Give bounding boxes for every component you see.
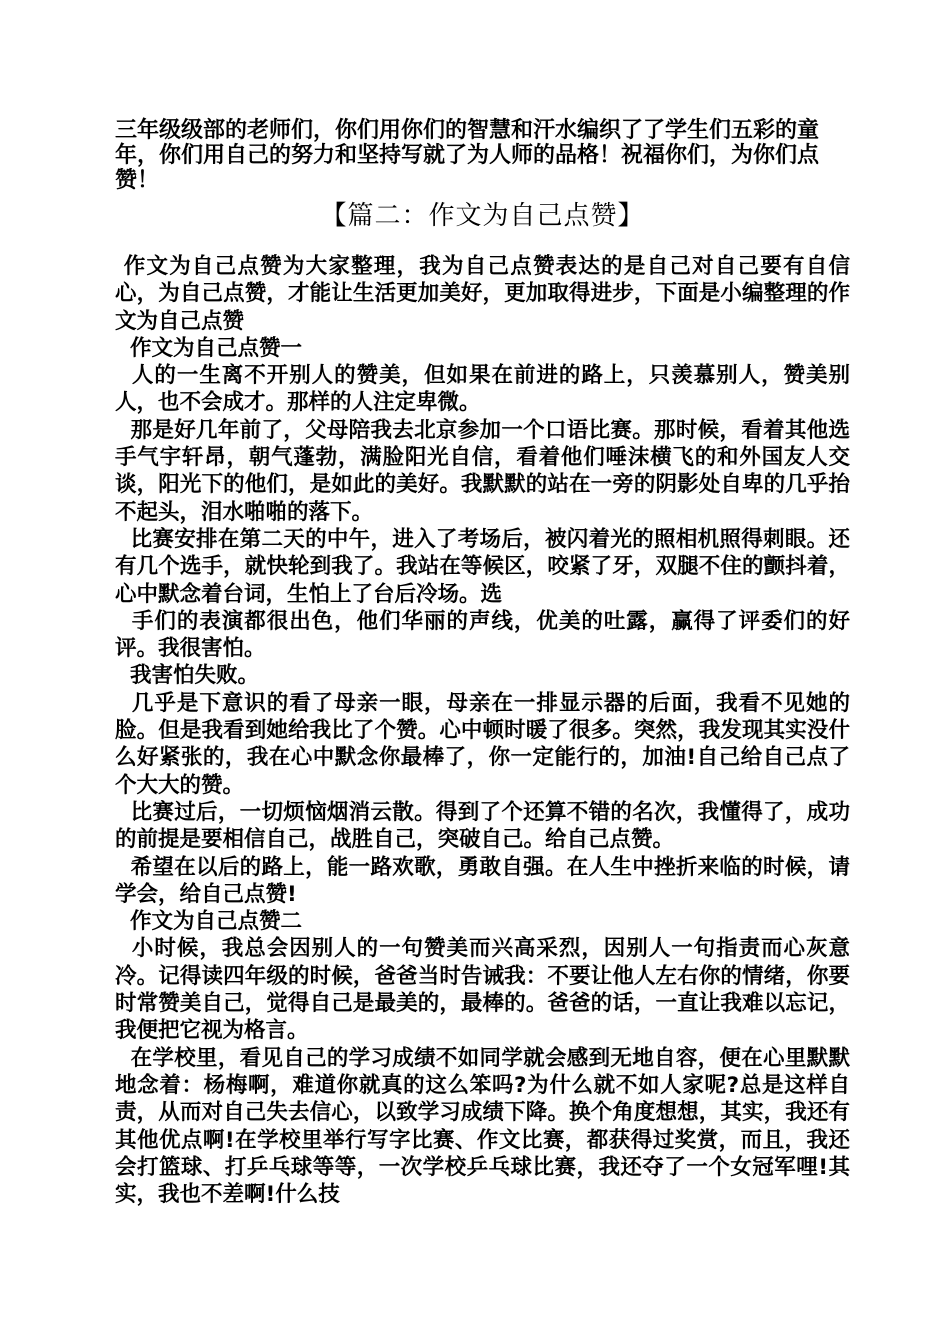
subheading: 作文为自己点赞二 xyxy=(115,909,302,935)
document-page xyxy=(115,118,850,1208)
body-text xyxy=(115,253,850,1208)
paragraph: 人的一生离不开别人的赞美，但如果在前进的路上，只羡慕别人，赞美别人，也不会成才。那样的人注定卑微。 xyxy=(115,363,850,416)
paragraph: 比赛安排在第二天的中午，进入了考场后，被闪着光的照相机照得刺眼。还有几个选手，就快轮到我了。我站在等候区，咬紧了牙，双腿不住的颤抖着，心中默念着台词，生怕上了台后冷场。选 xyxy=(115,526,850,607)
paragraph: 那是好几年前了，父母陪我去北京参加一个口语比赛。那时候，看着其他选手气宇轩昂，朝气蓬勃，满脸阳光自信，看着他们唾沫横飞的和外国友人交谈，阳光下的他们，是如此的美好。我默默的站在一旁的阴影处自卑的几乎抬不起头，泪水啪啪的落下。 xyxy=(115,417,850,525)
paragraph: 我害怕失败。 xyxy=(115,663,259,689)
paragraph: 比赛过后，一切烦恼烟消云散。得到了个还算不错的名次，我懂得了，成功的前提是要相信自己，战胜自己，突破自己。给自己点赞。 xyxy=(115,799,850,853)
paragraph: 作文为自己点赞为大家整理，我为自己点赞表达的是自己对自己要有自信心，为自己点赞，才能让生活更加美好，更加取得进步，下面是小编整理的作文为自己点赞 xyxy=(115,254,850,334)
section-title: 【篇二：作文为自己点赞】 xyxy=(320,201,645,231)
paragraph: 手们的表演都很出色，他们华丽的声线，优美的吐露，赢得了评委们的好评。我很害怕。 xyxy=(115,608,850,662)
intro-paragraph: 三年级级部的老师们，你们用你们的智慧和汗水编织了了学生们五彩的童年，你们用自己的努力和坚持写就了为人师的品格！祝福你们，为你们点赞！ xyxy=(115,118,820,193)
paragraph: 小时候，我总会因别人的一句赞美而兴高采烈，因别人一句指责而心灰意冷。记得读四年级的时候，爸爸当时告诫我：不要让他人左右你的情绪，你要时常赞美自己，觉得自己是最美的，最棒的。爸爸的话，一直让我难以忘记，我便把它视为格言。 xyxy=(115,936,850,1044)
subheading: 作文为自己点赞一 xyxy=(115,335,302,361)
paragraph: 在学校里，看见自己的学习成绩不如同学就会感到无地自容，便在心里默默地念着：杨梅啊，难道你就真的这么笨吗?为什么就不如人家呢?总是这样自责，从而对自己失去信心，以致学习成绩下降。换个角度想想，其实，我还有其他优点啊!在学校里举行写字比赛、作文比赛，都获得过奖赏，而且，我还会打篮球、打乒乓球等等，一次学校乒乓球比赛，我还夺了一个女冠军哩!其实，我也不差啊!什么技 xyxy=(115,1045,850,1208)
paragraph: 希望在以后的路上，能一路欢歌，勇敢自强。在人生中挫折来临的时候，请学会，给自己点赞! xyxy=(115,854,850,907)
paragraph: 几乎是下意识的看了母亲一眼，母亲在一排显示器的后面，我看不见她的脸。但是我看到她给我比了个赞。心中顿时暖了很多。突然，我发现其实没什么好紧张的，我在心中默念你最棒了，你一定能行的，加油!自己给自己点了个大大的赞。 xyxy=(115,690,850,798)
